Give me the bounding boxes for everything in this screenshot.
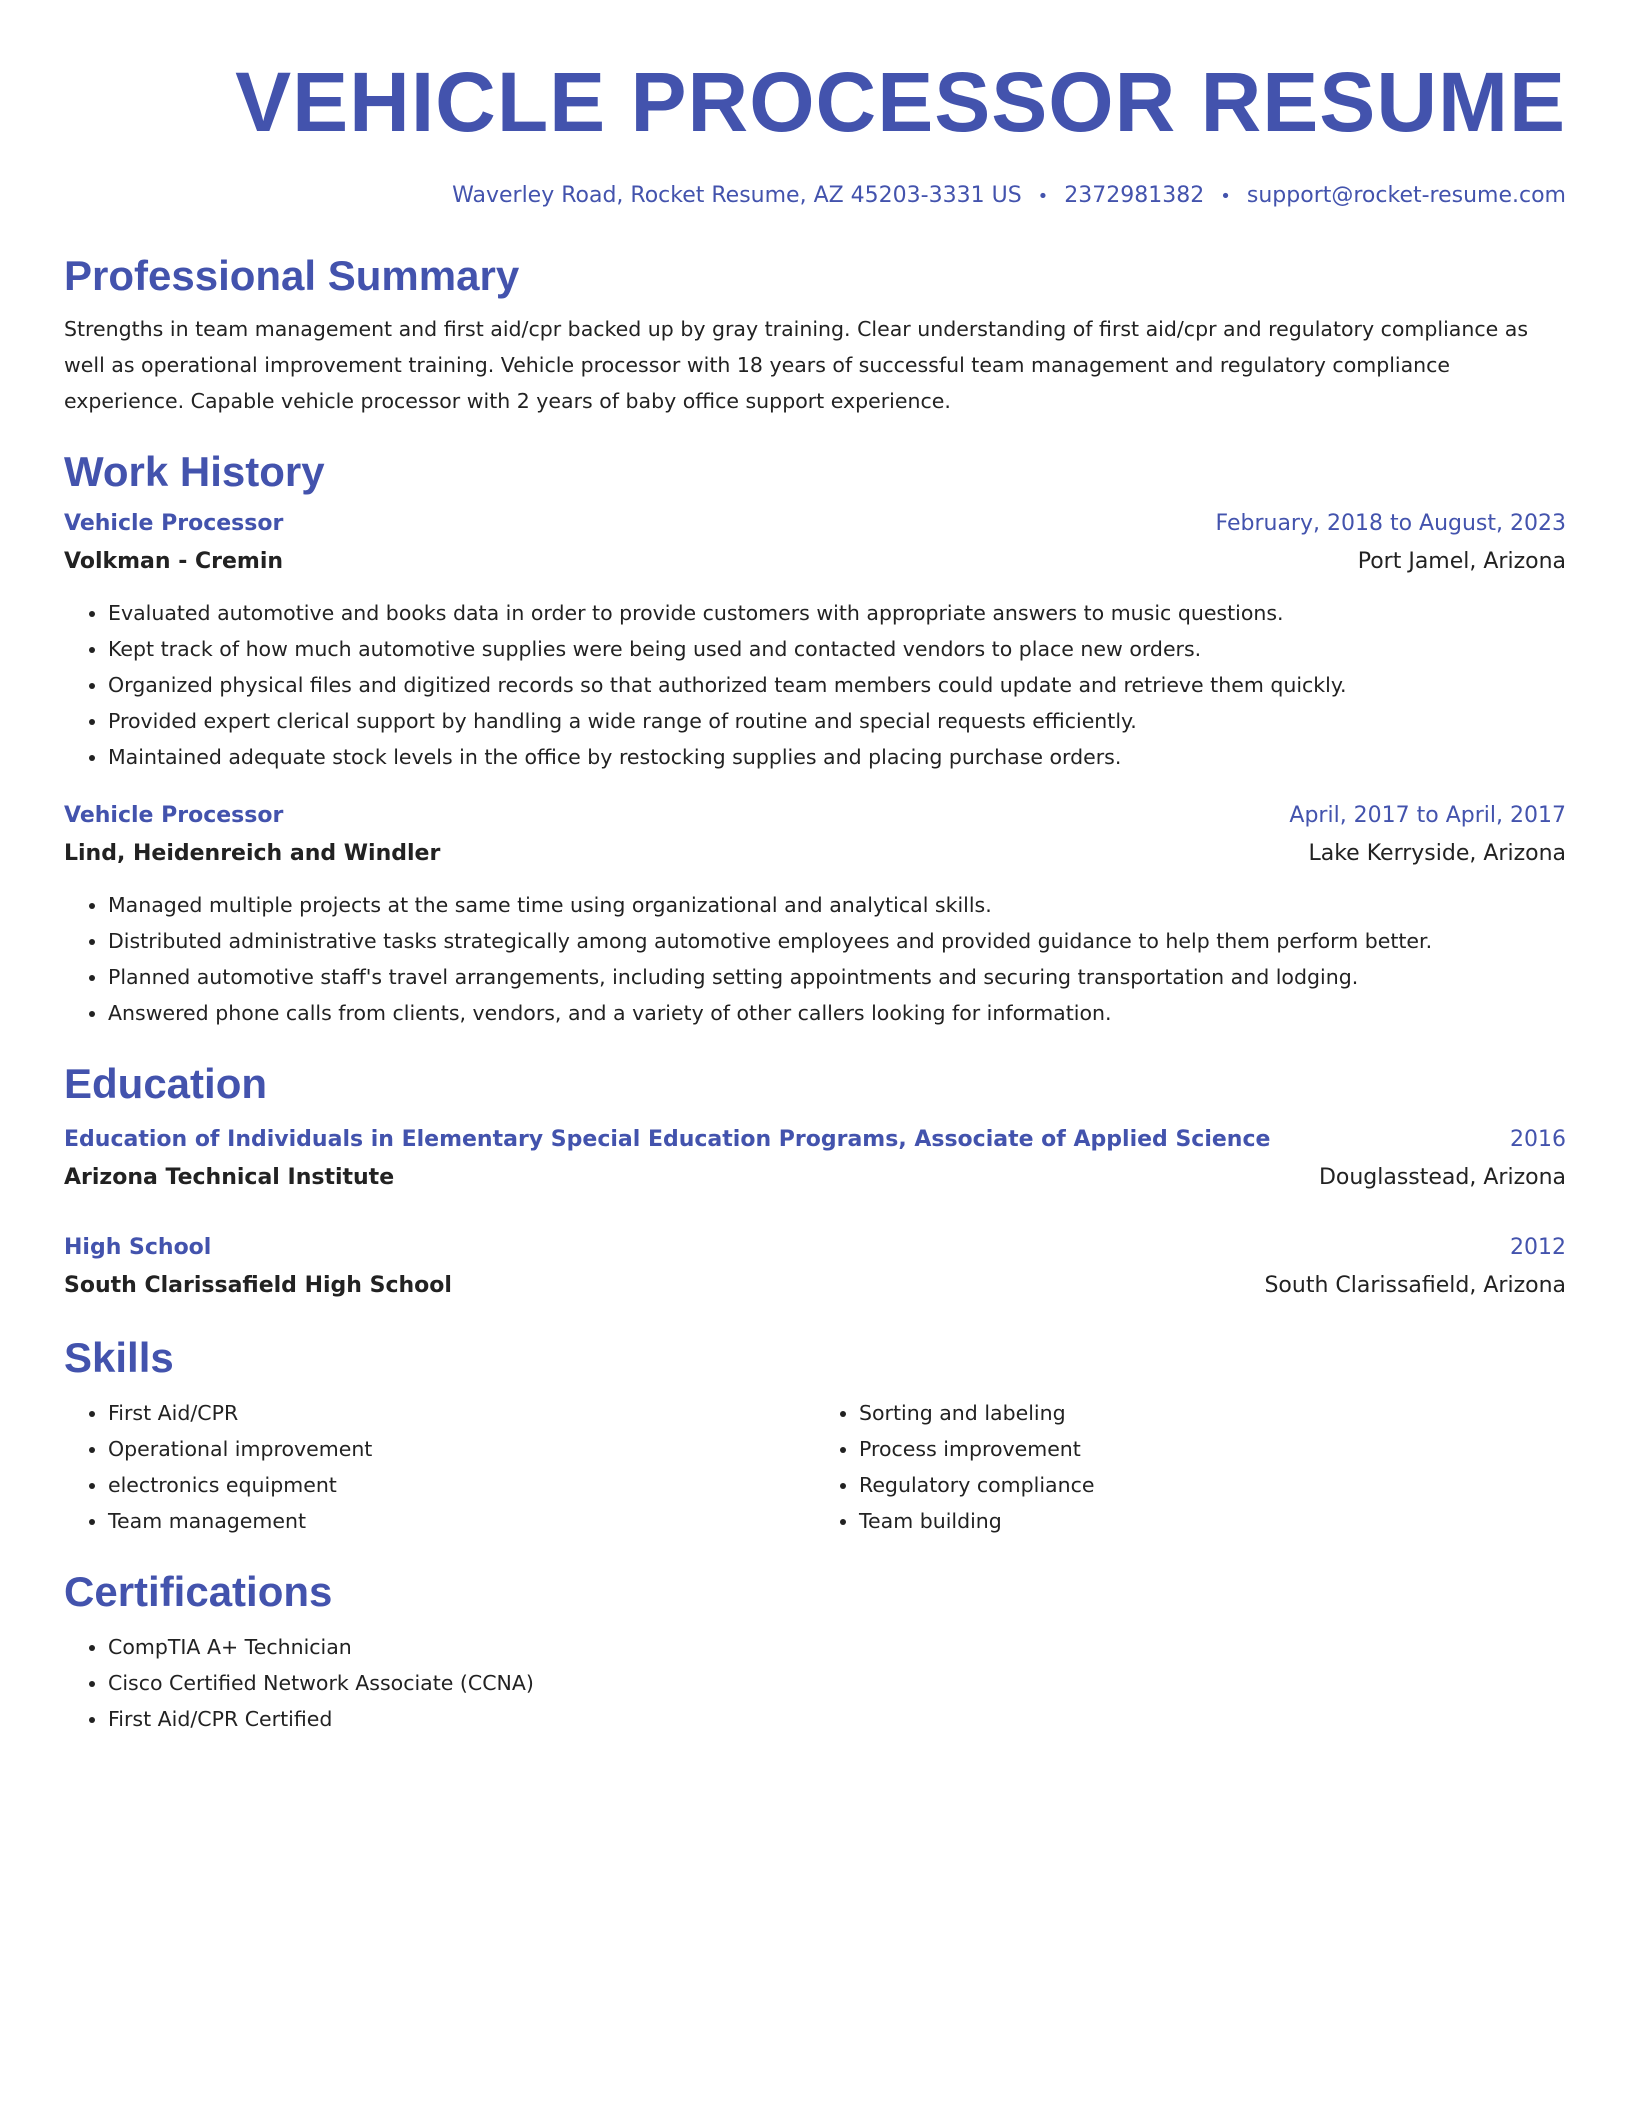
skill-item: • electronics equipment — [108, 1467, 815, 1503]
contact-separator: • — [1220, 186, 1231, 207]
job-bullet: • Managed multiple projects at the same time using organizational and analytical skills. — [108, 887, 1566, 923]
job-bullet: • Provided expert clerical support by handling a wide range of routine and special requests efficiently. — [108, 703, 1566, 739]
contact-phone: 2372981382 — [1064, 183, 1205, 208]
job-company: Volkman - Cremin — [64, 549, 284, 574]
job-role: Vehicle Processor — [64, 511, 284, 536]
contact-line — [64, 180, 1566, 213]
education-location: South Clarissafield, Arizona — [1264, 1273, 1566, 1298]
certifications-list — [64, 1629, 1566, 1737]
job-company: Lind, Heidenreich and Windler — [64, 841, 441, 866]
job-entry — [64, 797, 1566, 1031]
section-title-certifications: Certifications — [64, 1568, 333, 1615]
job-role: Vehicle Processor — [64, 803, 284, 828]
skill-item: • Operational improvement — [108, 1431, 815, 1467]
job-bullet: • Distributed administrative tasks strategically among automotive employees and provided guidance to help them perform better. — [108, 923, 1566, 959]
job-location: Lake Kerryside, Arizona — [1308, 841, 1566, 866]
education-school-row — [64, 1159, 1566, 1197]
resume-page — [64, 52, 1566, 1737]
job-entry — [64, 505, 1566, 775]
section-title-skills: Skills — [64, 1334, 174, 1381]
job-bullet: • Evaluated automotive and books data in order to provide customers with appropriate answers to music questions. — [108, 595, 1566, 631]
education-entry — [64, 1121, 1566, 1197]
skills-grid — [64, 1395, 1566, 1539]
job-bullet: • Planned automotive staff's travel arrangements, including setting appointments and securing transportation and lodging. — [108, 959, 1566, 995]
job-bullet: • Organized physical files and digitized records so that authorized team members could update and retrieve them quickly. — [108, 667, 1566, 703]
job-bullet: • Maintained adequate stock levels in the office by restocking supplies and placing purchase orders. — [108, 739, 1566, 775]
education-heading-row — [64, 1121, 1566, 1159]
contact-separator: • — [1037, 186, 1049, 207]
certification-item: • CompTIA A+ Technician — [108, 1629, 1566, 1665]
skill-item: • Team building — [859, 1503, 1566, 1539]
job-bullet: • Kept track of how much automotive supplies were being used and contacted vendors to place new orders. — [108, 631, 1566, 667]
certification-item: • Cisco Certified Network Associate (CCNA) — [108, 1665, 1566, 1701]
resume-title: VEHICLE PROCESSOR RESUME — [235, 55, 1566, 149]
education-location: Douglasstead, Arizona — [1318, 1165, 1566, 1190]
job-location: Port Jamel, Arizona — [1357, 549, 1566, 574]
education-school-row — [64, 1267, 1566, 1305]
skills-column-left — [64, 1395, 815, 1539]
job-dates: February, 2018 to August, 2023 — [1215, 511, 1566, 536]
section-title-summary: Professional Summary — [64, 252, 520, 299]
job-bullets — [64, 887, 1566, 1031]
job-heading-row — [64, 797, 1566, 835]
education-entry — [64, 1229, 1566, 1305]
job-heading-row — [64, 505, 1566, 543]
contact-address: Waverley Road, Rocket Resume, AZ 45203-3331 US — [452, 183, 1022, 208]
certification-item: • First Aid/CPR Certified — [108, 1701, 1566, 1737]
skill-item: • Process improvement — [859, 1431, 1566, 1467]
education-degree: Education of Individuals in Elementary Special Education Programs, Associate of Applied Science — [64, 1127, 1271, 1152]
job-dates: April, 2017 to April, 2017 — [1289, 803, 1566, 828]
education-degree: High School — [64, 1235, 212, 1260]
section-title-work: Work History — [64, 448, 325, 495]
summary-text: Strengths in team management and first aid/cpr backed up by gray training. Clear understanding of first aid/cpr and regulatory compliance as well as operational improvement training. Vehicle processor with 18 years of successful team management and regulatory compliance experience. Capable vehicle processor with 2 years of baby office support experience. — [64, 317, 1528, 413]
education-school: Arizona Technical Institute — [64, 1165, 395, 1190]
job-bullets — [64, 595, 1566, 775]
contact-email: support@rocket-resume.com — [1246, 183, 1566, 208]
section-title-education: Education — [64, 1060, 268, 1107]
education-year: 2012 — [1510, 1235, 1566, 1260]
education-school: South Clarissafield High School — [64, 1273, 452, 1298]
skill-item: • First Aid/CPR — [108, 1395, 815, 1431]
job-company-row — [64, 543, 1566, 581]
resume-header — [64, 52, 1566, 213]
education-year: 2016 — [1510, 1127, 1566, 1152]
skills-column-right — [815, 1395, 1566, 1539]
job-bullet: • Answered phone calls from clients, vendors, and a variety of other callers looking for information. — [108, 995, 1566, 1031]
skill-item: • Regulatory compliance — [859, 1467, 1566, 1503]
skill-item: • Team management — [108, 1503, 815, 1539]
job-company-row — [64, 835, 1566, 873]
education-heading-row — [64, 1229, 1566, 1267]
skill-item: • Sorting and labeling — [859, 1395, 1566, 1431]
